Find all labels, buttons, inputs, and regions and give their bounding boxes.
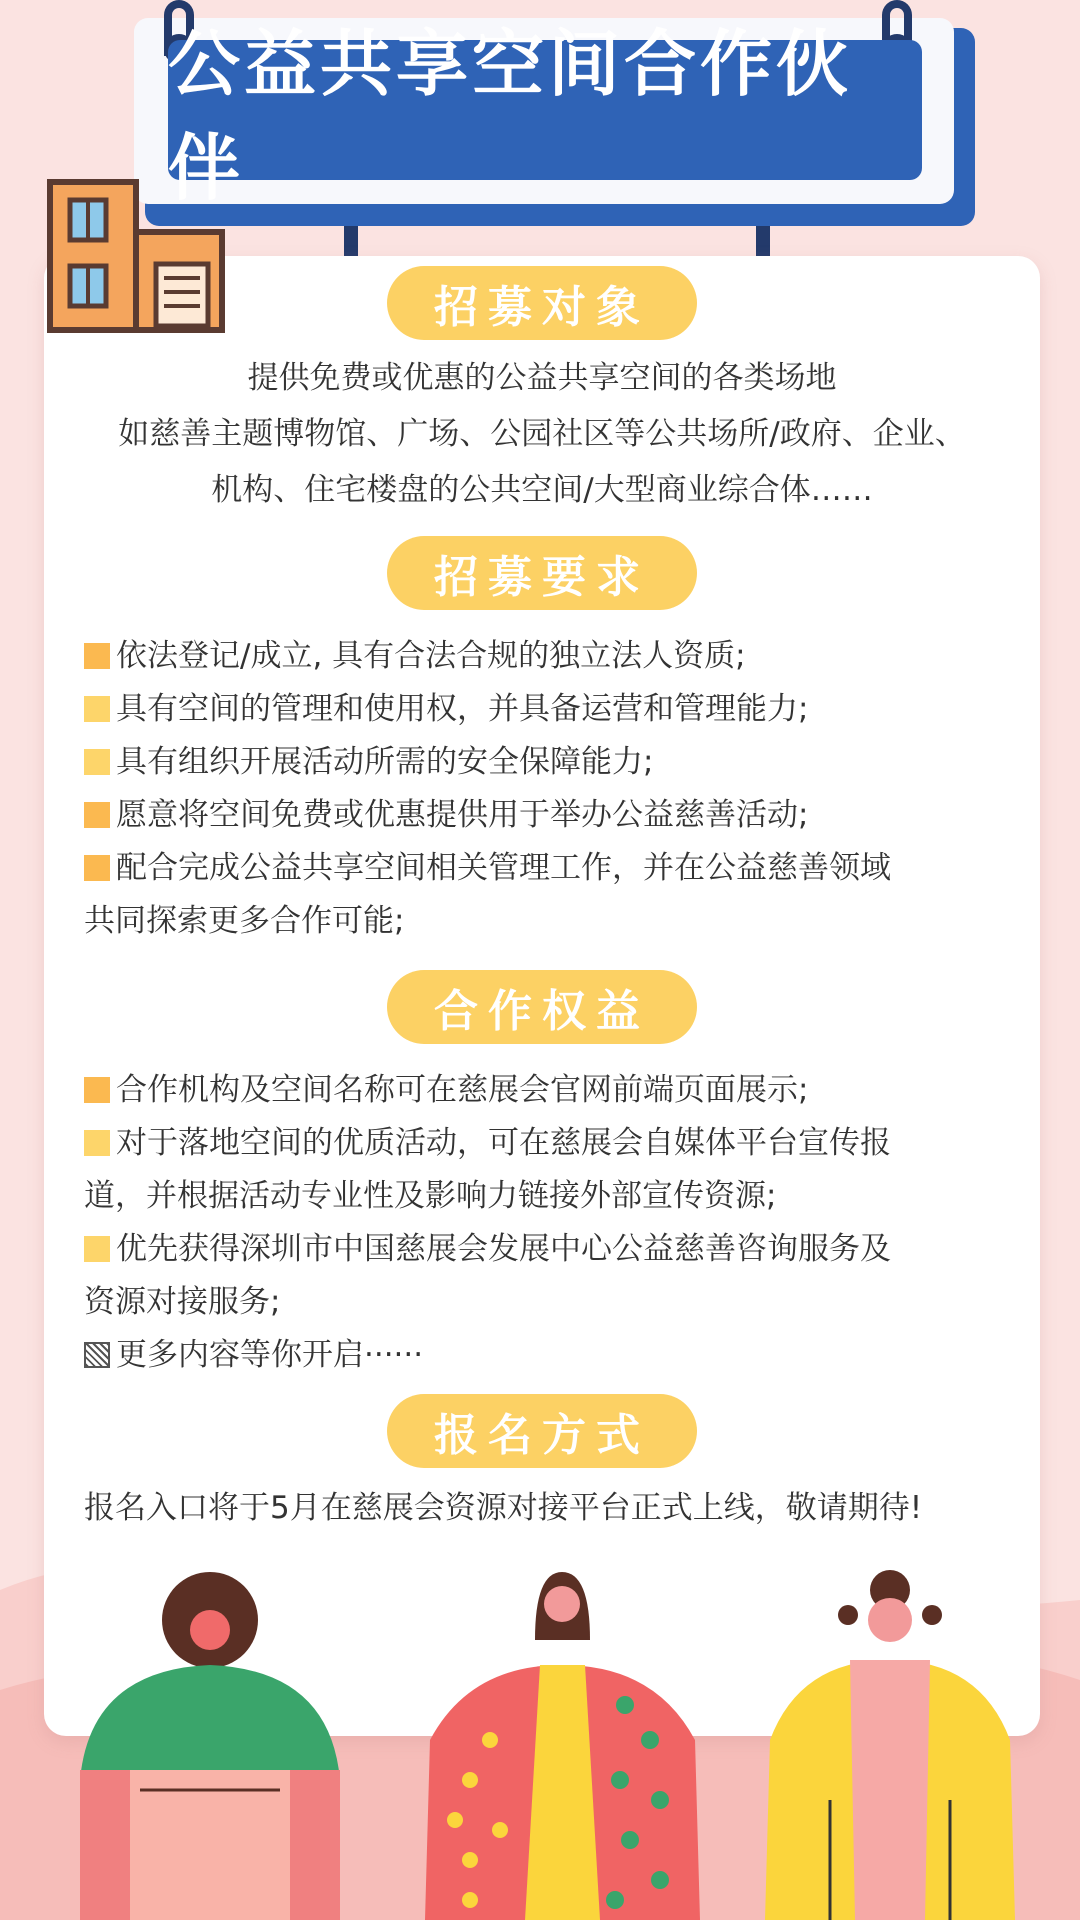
item-text: 愿意将空间免费或优惠提供用于举办公益慈善活动; [116,797,809,833]
section-heading-requirements [387,536,697,610]
item-text: 配合完成公益共享空间相关管理工作，并在公益慈善领域 [116,850,891,886]
page-title: 公益共享空间合作伙伴 [168,22,853,210]
item-text: 对于落地空间的优质活动，可在慈展会自媒体平台宣传报 [116,1125,891,1161]
item-text: 资源对接服务; [84,1284,281,1320]
section-heading-benefits [387,970,697,1044]
heading-text: 合作权益 [434,986,650,1037]
title-panel [168,22,922,210]
content-card [44,256,1040,1736]
list-item-continuation [84,895,1004,948]
target-description [44,350,1040,518]
list-item [84,630,1004,683]
square-bullet-icon [84,696,110,722]
item-text: 具有组织开展活动所需的安全保障能力; [116,744,654,780]
benefits-list [84,1064,1004,1382]
square-bullet-icon [84,643,110,669]
target-line: 机构、住宅楼盘的公共空间/大型商业综合体…… [211,472,873,508]
square-bullet-icon [84,802,110,828]
item-text: 合作机构及空间名称可在慈展会官网前端页面展示; [116,1072,809,1108]
person-middle-icon [425,1572,700,1920]
item-text: 具有空间的管理和使用权，并具备运营和管理能力; [116,691,809,727]
list-item [84,736,1004,789]
list-item [84,1117,1004,1170]
list-item-continuation [84,1276,1004,1329]
item-text: 更多内容等你开启······ [116,1337,424,1373]
item-text: 优先获得深圳市中国慈展会发展中心公益慈善咨询服务及 [116,1231,891,1267]
person-right-icon [765,1570,1015,1920]
square-bullet-icon [84,1077,110,1103]
signup-text [84,1482,1004,1535]
square-bullet-icon [84,1236,110,1262]
heading-text: 招募对象 [434,282,650,333]
list-item [84,789,1004,842]
list-item [84,1064,1004,1117]
section-heading-signup [387,1394,697,1468]
person-left-icon [80,1572,340,1920]
hatched-square-icon [84,1342,110,1368]
building-icon [46,178,226,334]
heading-text: 招募要求 [434,552,650,603]
item-text: 道，并根据活动专业性及影响力链接外部宣传资源; [84,1178,777,1214]
square-bullet-icon [84,749,110,775]
list-item [84,1223,1004,1276]
square-bullet-icon [84,855,110,881]
item-text: 共同探索更多合作可能; [84,903,405,939]
section-heading-target [387,266,697,340]
signup-description: 报名入口将于5月在慈展会资源对接平台正式上线，敬请期待! [84,1490,923,1526]
item-text: 依法登记/成立, 具有合法合规的独立法人资质; [116,638,746,674]
people-illustration [0,1560,1080,1920]
square-bullet-icon [84,1130,110,1156]
target-line: 如慈善主题博物馆、广场、公园社区等公共场所/政府、企业、 [118,416,966,452]
list-item [84,683,1004,736]
heading-text: 报名方式 [434,1410,650,1461]
list-item [84,1329,1004,1382]
list-item-continuation [84,1170,1004,1223]
requirements-list [84,630,1004,948]
target-line: 提供免费或优惠的公益共享空间的各类场地 [247,360,837,396]
list-item [84,842,1004,895]
